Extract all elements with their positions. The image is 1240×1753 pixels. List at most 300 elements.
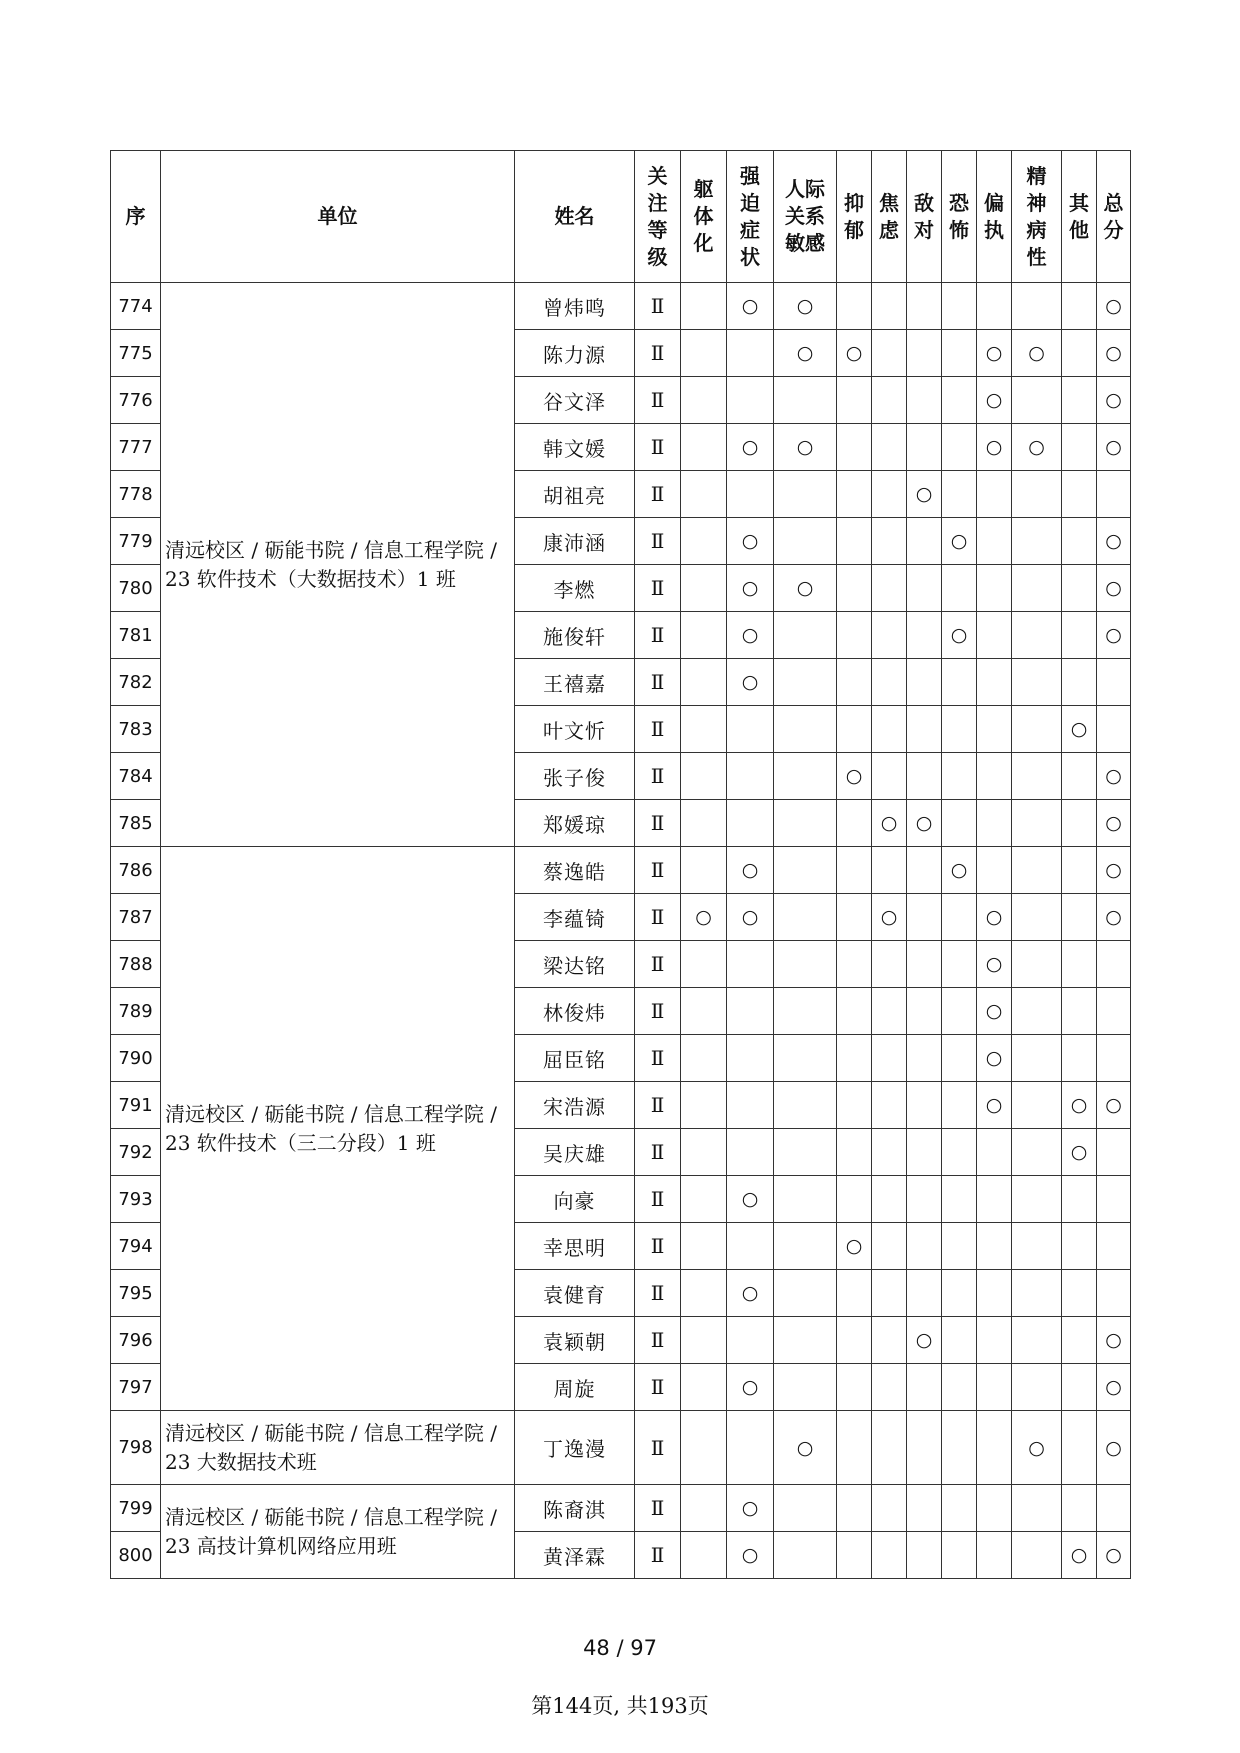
- mark-cell: ○: [727, 847, 774, 894]
- level-cell: Ⅱ: [635, 1270, 681, 1317]
- header-somatization: 躯体化: [681, 151, 727, 283]
- empty-cell: [837, 1411, 872, 1485]
- empty-cell: [681, 1129, 727, 1176]
- page-info: 第144页, 共193页: [531, 1694, 709, 1718]
- empty-cell: [872, 847, 907, 894]
- empty-cell: [907, 612, 942, 659]
- level-cell: Ⅱ: [635, 941, 681, 988]
- empty-cell: [1062, 1485, 1097, 1532]
- empty-cell: [774, 1035, 837, 1082]
- empty-cell: [727, 753, 774, 800]
- header-level: 关注等级: [635, 151, 681, 283]
- header-anxiety: 焦虑: [872, 151, 907, 283]
- mark-cell: ○: [977, 988, 1012, 1035]
- empty-cell: [727, 1035, 774, 1082]
- empty-cell: [977, 1223, 1012, 1270]
- mark-cell: ○: [837, 753, 872, 800]
- empty-cell: [837, 706, 872, 753]
- level-cell: Ⅱ: [635, 330, 681, 377]
- empty-cell: [1097, 659, 1131, 706]
- level-cell: Ⅱ: [635, 847, 681, 894]
- seq-cell: 798: [111, 1411, 161, 1485]
- empty-cell: [872, 1485, 907, 1532]
- level-cell: Ⅱ: [635, 706, 681, 753]
- empty-cell: [942, 941, 977, 988]
- empty-cell: [837, 1317, 872, 1364]
- empty-cell: [774, 377, 837, 424]
- empty-cell: [872, 330, 907, 377]
- empty-cell: [872, 1035, 907, 1082]
- seq-cell: 780: [111, 565, 161, 612]
- empty-cell: [774, 1176, 837, 1223]
- empty-cell: [837, 518, 872, 565]
- empty-cell: [907, 518, 942, 565]
- empty-cell: [1012, 753, 1062, 800]
- name-cell: 李燃: [515, 565, 635, 612]
- empty-cell: [1012, 988, 1062, 1035]
- seq-cell: 776: [111, 377, 161, 424]
- unit-cell: 清远校区 / 砺能书院 / 信息工程学院 / 23 高技计算机网络应用班: [161, 1485, 515, 1579]
- empty-cell: [727, 330, 774, 377]
- empty-cell: [1097, 941, 1131, 988]
- empty-cell: [681, 1035, 727, 1082]
- name-cell: 宋浩源: [515, 1082, 635, 1129]
- empty-cell: [1062, 424, 1097, 471]
- mark-cell: ○: [727, 1532, 774, 1579]
- empty-cell: [977, 1270, 1012, 1317]
- name-cell: 韩文媛: [515, 424, 635, 471]
- empty-cell: [872, 424, 907, 471]
- name-cell: 郑媛琼: [515, 800, 635, 847]
- empty-cell: [1062, 894, 1097, 941]
- empty-cell: [942, 1176, 977, 1223]
- level-cell: Ⅱ: [635, 753, 681, 800]
- mark-cell: ○: [977, 424, 1012, 471]
- header-hostility: 敌对: [907, 151, 942, 283]
- table-row: [111, 1411, 1131, 1485]
- empty-cell: [1062, 988, 1097, 1035]
- mark-cell: ○: [837, 330, 872, 377]
- empty-cell: [1012, 706, 1062, 753]
- header-ocd: 强迫症状: [727, 151, 774, 283]
- seq-cell: 793: [111, 1176, 161, 1223]
- empty-cell: [872, 518, 907, 565]
- empty-cell: [837, 1364, 872, 1411]
- mark-cell: ○: [1097, 847, 1131, 894]
- empty-cell: [942, 1364, 977, 1411]
- empty-cell: [1012, 1485, 1062, 1532]
- level-cell: Ⅱ: [635, 1532, 681, 1579]
- mark-cell: ○: [681, 894, 727, 941]
- empty-cell: [774, 612, 837, 659]
- empty-cell: [907, 565, 942, 612]
- empty-cell: [977, 1485, 1012, 1532]
- mark-cell: ○: [1097, 518, 1131, 565]
- empty-cell: [681, 612, 727, 659]
- seq-cell: 781: [111, 612, 161, 659]
- empty-cell: [907, 1129, 942, 1176]
- mark-cell: ○: [1097, 283, 1131, 330]
- seq-cell: 783: [111, 706, 161, 753]
- empty-cell: [1097, 1270, 1131, 1317]
- empty-cell: [837, 1082, 872, 1129]
- name-cell: 袁健育: [515, 1270, 635, 1317]
- table-body: [111, 283, 1131, 1579]
- empty-cell: [681, 1485, 727, 1532]
- empty-cell: [872, 471, 907, 518]
- screening-table: [110, 150, 1131, 1579]
- empty-cell: [681, 377, 727, 424]
- empty-cell: [1012, 565, 1062, 612]
- seq-cell: 787: [111, 894, 161, 941]
- header-depression: 抑郁: [837, 151, 872, 283]
- mark-cell: ○: [1097, 1364, 1131, 1411]
- empty-cell: [774, 706, 837, 753]
- empty-cell: [1012, 1270, 1062, 1317]
- empty-cell: [1012, 941, 1062, 988]
- unit-cell: 清远校区 / 砺能书院 / 信息工程学院 / 23 软件技术（三二分段）1 班: [161, 847, 515, 1411]
- seq-cell: 774: [111, 283, 161, 330]
- empty-cell: [942, 1035, 977, 1082]
- empty-cell: [774, 659, 837, 706]
- empty-cell: [1062, 1317, 1097, 1364]
- name-cell: 丁逸漫: [515, 1411, 635, 1485]
- empty-cell: [872, 1270, 907, 1317]
- mark-cell: ○: [774, 283, 837, 330]
- empty-cell: [837, 1129, 872, 1176]
- empty-cell: [872, 1082, 907, 1129]
- level-cell: Ⅱ: [635, 1082, 681, 1129]
- empty-cell: [1012, 283, 1062, 330]
- level-cell: Ⅱ: [635, 1411, 681, 1485]
- mark-cell: ○: [837, 1223, 872, 1270]
- empty-cell: [942, 1129, 977, 1176]
- empty-cell: [907, 659, 942, 706]
- name-cell: 黄泽霖: [515, 1532, 635, 1579]
- empty-cell: [872, 1317, 907, 1364]
- empty-cell: [681, 659, 727, 706]
- mark-cell: ○: [727, 518, 774, 565]
- empty-cell: [1097, 471, 1131, 518]
- empty-cell: [774, 988, 837, 1035]
- mark-cell: ○: [1097, 330, 1131, 377]
- empty-cell: [942, 1411, 977, 1485]
- empty-cell: [1012, 800, 1062, 847]
- mark-cell: ○: [727, 612, 774, 659]
- empty-cell: [1062, 518, 1097, 565]
- mark-cell: ○: [1012, 424, 1062, 471]
- empty-cell: [837, 1176, 872, 1223]
- empty-cell: [774, 1532, 837, 1579]
- empty-cell: [681, 1082, 727, 1129]
- empty-cell: [907, 1223, 942, 1270]
- name-cell: 陈裔淇: [515, 1485, 635, 1532]
- empty-cell: [1012, 1364, 1062, 1411]
- name-cell: 康沛涵: [515, 518, 635, 565]
- level-cell: Ⅱ: [635, 659, 681, 706]
- empty-cell: [1062, 1270, 1097, 1317]
- empty-cell: [681, 988, 727, 1035]
- header-other: 其他: [1062, 151, 1097, 283]
- empty-cell: [837, 424, 872, 471]
- empty-cell: [872, 1532, 907, 1579]
- level-cell: Ⅱ: [635, 565, 681, 612]
- header-interpersonal: 人际关系敏感: [774, 151, 837, 283]
- empty-cell: [1062, 1176, 1097, 1223]
- empty-cell: [977, 1364, 1012, 1411]
- empty-cell: [1062, 330, 1097, 377]
- empty-cell: [942, 1270, 977, 1317]
- seq-cell: 797: [111, 1364, 161, 1411]
- empty-cell: [1012, 894, 1062, 941]
- empty-cell: [1012, 471, 1062, 518]
- empty-cell: [727, 941, 774, 988]
- empty-cell: [977, 1411, 1012, 1485]
- empty-cell: [872, 1364, 907, 1411]
- empty-cell: [907, 1270, 942, 1317]
- empty-cell: [977, 1317, 1012, 1364]
- seq-cell: 778: [111, 471, 161, 518]
- mark-cell: ○: [907, 471, 942, 518]
- mark-cell: ○: [977, 941, 1012, 988]
- name-cell: 林俊炜: [515, 988, 635, 1035]
- empty-cell: [837, 283, 872, 330]
- mark-cell: ○: [1097, 1317, 1131, 1364]
- empty-cell: [837, 1532, 872, 1579]
- empty-cell: [837, 377, 872, 424]
- empty-cell: [872, 612, 907, 659]
- empty-cell: [942, 565, 977, 612]
- empty-cell: [942, 424, 977, 471]
- empty-cell: [727, 1411, 774, 1485]
- empty-cell: [837, 847, 872, 894]
- empty-cell: [872, 753, 907, 800]
- empty-cell: [727, 471, 774, 518]
- level-cell: Ⅱ: [635, 1485, 681, 1532]
- empty-cell: [774, 941, 837, 988]
- seq-cell: 785: [111, 800, 161, 847]
- mark-cell: ○: [774, 565, 837, 612]
- mark-cell: ○: [872, 800, 907, 847]
- page-number: 48 / 97: [583, 1636, 657, 1660]
- empty-cell: [907, 941, 942, 988]
- empty-cell: [942, 283, 977, 330]
- seq-cell: 784: [111, 753, 161, 800]
- empty-cell: [727, 706, 774, 753]
- empty-cell: [1012, 659, 1062, 706]
- empty-cell: [977, 847, 1012, 894]
- empty-cell: [774, 753, 837, 800]
- unit-cell: 清远校区 / 砺能书院 / 信息工程学院 / 23 软件技术（大数据技术）1 班: [161, 283, 515, 847]
- empty-cell: [1012, 518, 1062, 565]
- empty-cell: [837, 659, 872, 706]
- mark-cell: ○: [1062, 1129, 1097, 1176]
- empty-cell: [681, 1270, 727, 1317]
- empty-cell: [727, 988, 774, 1035]
- empty-cell: [872, 706, 907, 753]
- mark-cell: ○: [774, 424, 837, 471]
- level-cell: Ⅱ: [635, 612, 681, 659]
- empty-cell: [774, 894, 837, 941]
- empty-cell: [1097, 1485, 1131, 1532]
- empty-cell: [872, 988, 907, 1035]
- empty-cell: [1097, 988, 1131, 1035]
- empty-cell: [681, 283, 727, 330]
- empty-cell: [1012, 1223, 1062, 1270]
- mark-cell: ○: [727, 1176, 774, 1223]
- name-cell: 梁达铭: [515, 941, 635, 988]
- empty-cell: [1062, 659, 1097, 706]
- name-cell: 向豪: [515, 1176, 635, 1223]
- mark-cell: ○: [1097, 800, 1131, 847]
- name-cell: 李蕴锜: [515, 894, 635, 941]
- empty-cell: [942, 894, 977, 941]
- empty-cell: [907, 1364, 942, 1411]
- empty-cell: [1062, 612, 1097, 659]
- level-cell: Ⅱ: [635, 471, 681, 518]
- empty-cell: [681, 518, 727, 565]
- empty-cell: [1062, 283, 1097, 330]
- empty-cell: [1062, 1411, 1097, 1485]
- mark-cell: ○: [977, 894, 1012, 941]
- seq-cell: 791: [111, 1082, 161, 1129]
- mark-cell: ○: [1097, 1411, 1131, 1485]
- level-cell: Ⅱ: [635, 283, 681, 330]
- name-cell: 王禧嘉: [515, 659, 635, 706]
- empty-cell: [774, 1270, 837, 1317]
- name-cell: 叶文忻: [515, 706, 635, 753]
- empty-cell: [681, 1223, 727, 1270]
- empty-cell: [1062, 1035, 1097, 1082]
- level-cell: Ⅱ: [635, 894, 681, 941]
- mark-cell: ○: [977, 1035, 1012, 1082]
- empty-cell: [837, 894, 872, 941]
- empty-cell: [872, 1411, 907, 1485]
- header-row: [111, 151, 1131, 283]
- unit-cell: 清远校区 / 砺能书院 / 信息工程学院 / 23 大数据技术班: [161, 1411, 515, 1485]
- header-paranoia: 偏执: [977, 151, 1012, 283]
- empty-cell: [942, 1317, 977, 1364]
- level-cell: Ⅱ: [635, 1364, 681, 1411]
- seq-cell: 775: [111, 330, 161, 377]
- name-cell: 吴庆雄: [515, 1129, 635, 1176]
- seq-cell: 792: [111, 1129, 161, 1176]
- level-cell: Ⅱ: [635, 1129, 681, 1176]
- empty-cell: [774, 1082, 837, 1129]
- empty-cell: [727, 1082, 774, 1129]
- empty-cell: [977, 1176, 1012, 1223]
- mark-cell: ○: [1097, 377, 1131, 424]
- empty-cell: [907, 988, 942, 1035]
- empty-cell: [837, 471, 872, 518]
- mark-cell: ○: [727, 565, 774, 612]
- mark-cell: ○: [727, 894, 774, 941]
- level-cell: Ⅱ: [635, 518, 681, 565]
- empty-cell: [907, 1082, 942, 1129]
- header-name: 姓名: [515, 151, 635, 283]
- seq-cell: 786: [111, 847, 161, 894]
- empty-cell: [774, 518, 837, 565]
- mark-cell: ○: [942, 847, 977, 894]
- empty-cell: [727, 1317, 774, 1364]
- empty-cell: [681, 1532, 727, 1579]
- empty-cell: [977, 1129, 1012, 1176]
- mark-cell: ○: [977, 377, 1012, 424]
- empty-cell: [942, 1082, 977, 1129]
- name-cell: 幸思明: [515, 1223, 635, 1270]
- seq-cell: 790: [111, 1035, 161, 1082]
- table-row: [111, 847, 1131, 894]
- empty-cell: [942, 330, 977, 377]
- empty-cell: [1062, 1223, 1097, 1270]
- empty-cell: [727, 800, 774, 847]
- empty-cell: [977, 659, 1012, 706]
- seq-cell: 782: [111, 659, 161, 706]
- empty-cell: [681, 753, 727, 800]
- empty-cell: [1012, 847, 1062, 894]
- empty-cell: [681, 1317, 727, 1364]
- mark-cell: ○: [1097, 753, 1131, 800]
- seq-cell: 789: [111, 988, 161, 1035]
- seq-cell: 794: [111, 1223, 161, 1270]
- empty-cell: [872, 283, 907, 330]
- empty-cell: [681, 1176, 727, 1223]
- empty-cell: [907, 1176, 942, 1223]
- empty-cell: [1097, 1129, 1131, 1176]
- mark-cell: ○: [774, 330, 837, 377]
- empty-cell: [837, 1035, 872, 1082]
- empty-cell: [1012, 377, 1062, 424]
- name-cell: 蔡逸皓: [515, 847, 635, 894]
- level-cell: Ⅱ: [635, 1223, 681, 1270]
- empty-cell: [1012, 1129, 1062, 1176]
- empty-cell: [774, 847, 837, 894]
- empty-cell: [1097, 706, 1131, 753]
- empty-cell: [907, 424, 942, 471]
- empty-cell: [872, 1129, 907, 1176]
- empty-cell: [907, 753, 942, 800]
- seq-cell: 800: [111, 1532, 161, 1579]
- empty-cell: [977, 753, 1012, 800]
- empty-cell: [977, 706, 1012, 753]
- empty-cell: [1012, 1532, 1062, 1579]
- level-cell: Ⅱ: [635, 988, 681, 1035]
- empty-cell: [907, 1485, 942, 1532]
- empty-cell: [942, 659, 977, 706]
- empty-cell: [1097, 1176, 1131, 1223]
- empty-cell: [774, 1223, 837, 1270]
- empty-cell: [837, 988, 872, 1035]
- empty-cell: [1012, 612, 1062, 659]
- mark-cell: ○: [1062, 1532, 1097, 1579]
- name-cell: 屈臣铭: [515, 1035, 635, 1082]
- empty-cell: [727, 1223, 774, 1270]
- seq-cell: 799: [111, 1485, 161, 1532]
- name-cell: 袁颖朝: [515, 1317, 635, 1364]
- empty-cell: [907, 283, 942, 330]
- empty-cell: [977, 1532, 1012, 1579]
- empty-cell: [681, 471, 727, 518]
- mark-cell: ○: [1097, 612, 1131, 659]
- mark-cell: ○: [727, 659, 774, 706]
- level-cell: Ⅱ: [635, 424, 681, 471]
- empty-cell: [872, 659, 907, 706]
- header-seq: 序: [111, 151, 161, 283]
- name-cell: 谷文泽: [515, 377, 635, 424]
- empty-cell: [681, 424, 727, 471]
- mark-cell: ○: [727, 424, 774, 471]
- empty-cell: [977, 283, 1012, 330]
